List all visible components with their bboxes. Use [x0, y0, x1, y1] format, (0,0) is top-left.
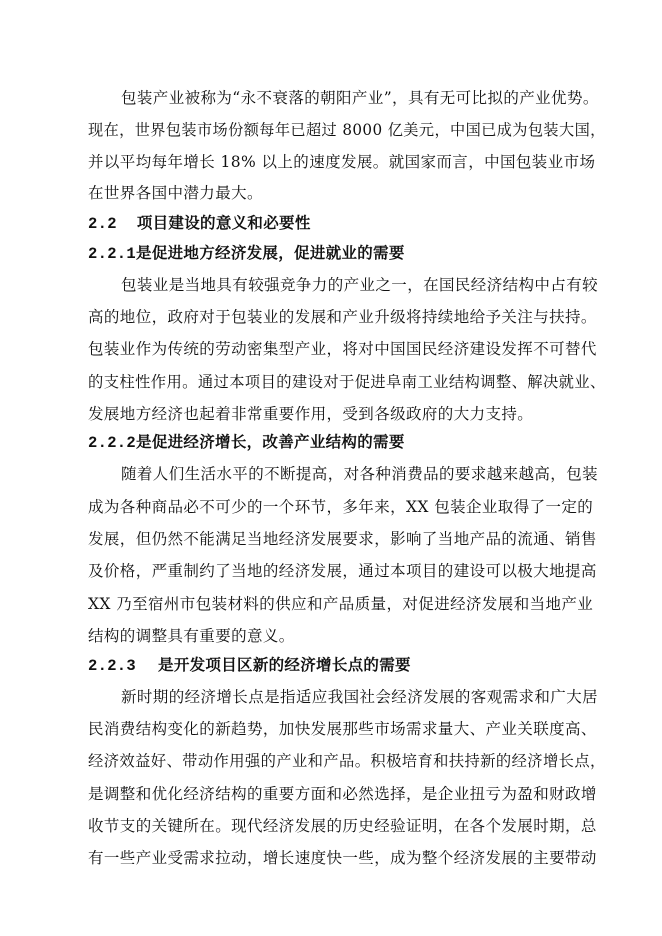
subsection-title-3: 是开发项目区新的经济增长点的需要: [158, 656, 411, 674]
sub1-line-1: 包装业是当地具有较强竞争力的产业之一，在国民经济结构中占有较: [121, 276, 599, 294]
subsection-number-2: 2.2.2: [88, 434, 137, 452]
subsection-number-3: 2.2.3: [88, 657, 137, 675]
sub3-line-1: 新时期的经济增长点是指适应我国社会经济发展的客观需求和广大居: [121, 688, 599, 706]
sub2-line-5: XX 乃至宿州市包装材料的供应和产品质量，对促进经济发展和当地产业: [88, 595, 594, 613]
section-heading: [88, 213, 311, 234]
intro-line-4: 在世界各国中潜力最大。: [88, 184, 263, 202]
sub3-line-6: 有一些产业受需求拉动，增长速度快一些，成为整个经济发展的主要带动: [88, 849, 597, 867]
section-number: 2.2: [88, 215, 117, 233]
subsection-heading-3: [88, 655, 411, 676]
subsection-number-1: 2.2.1: [88, 245, 137, 263]
sub2-line-4: 及价格，严重制约了当地的经济发展，通过本项目的建设可以极大地提高: [88, 562, 597, 580]
sub2-line-1: 随着人们生活水平的不断提高，对各种消费品的要求越来越高，包装: [121, 465, 599, 483]
subsection-heading-1: [88, 243, 405, 264]
sub2-line-2: 成为各种商品必不可少的一个环节，多年来，XX 包装企业取得了一定的: [88, 498, 594, 516]
sub2-line-6: 结构的调整具有重要的意义。: [88, 627, 295, 645]
subsection-heading-2: [88, 432, 405, 453]
sub3-line-2: 民消费结构变化的新趋势，加快发展那些市场需求量大、产业关联度高、: [88, 720, 597, 738]
intro-line-1: 包装产业被称为“永不衰落的朝阳产业”，具有无可比拟的产业优势。: [121, 89, 599, 107]
sub1-line-4: 的支柱性作用。通过本项目的建设对于促进阜南工业结构调整、解决就业、: [88, 373, 606, 391]
sub1-line-3: 包装业作为传统的劳动密集型产业，将对中国国民经济建设发挥不可替代: [88, 340, 597, 358]
sub3-line-3: 经济效益好、带动作用强的产业和产品。积极培育和扶持新的经济增长点，: [88, 752, 606, 770]
subsection-title-2: 是促进经济增长，改善产业结构的需要: [136, 433, 405, 451]
intro-line-3: 并以平均每年增长 18% 以上的速度发展。就国家而言，中国包装业市场: [88, 153, 596, 171]
sub1-line-5: 发展地方经济也起着非常重要作用，受到各级政府的大力支持。: [88, 405, 534, 423]
sub3-line-4: 是调整和优化经济结构的重要方面和必然选择，是企业扭亏为盈和财政增: [88, 785, 597, 803]
subsection-title-1: 是促进地方经济发展，促进就业的需要: [136, 244, 405, 262]
sub2-line-3: 发展，但仍然不能满足当地经济发展要求，影响了当地产品的流通、销售: [88, 530, 597, 548]
intro-line-2: 现在，世界包装市场份额每年已超过 8000 亿美元，中国已成为包装大国，: [88, 121, 606, 139]
section-title: 项目建设的意义和必要性: [136, 214, 311, 232]
sub1-line-2: 高的地位，政府对于包装业的发展和产业升级将持续地给予关注与扶持。: [88, 308, 597, 326]
sub3-line-5: 收节支的关键所在。现代经济发展的历史经验证明，在各个发展时期，总: [88, 817, 597, 835]
